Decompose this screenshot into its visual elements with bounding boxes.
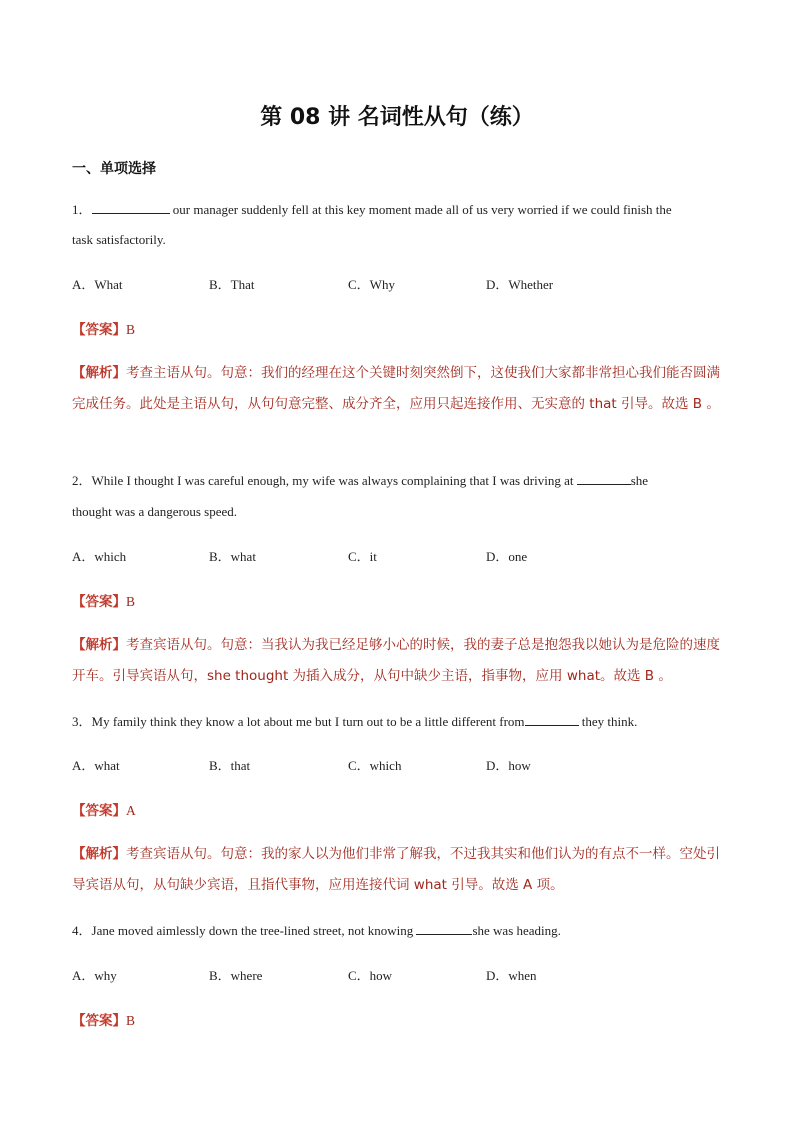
option-c: C．it — [348, 549, 377, 564]
question-1-continued: task satisfactorily. — [72, 232, 166, 247]
explanation — [72, 630, 722, 692]
option-d: D．how — [486, 758, 531, 773]
answer-line — [72, 799, 136, 819]
question-4 — [72, 920, 722, 941]
explanation-label: 【解析】 — [72, 846, 126, 862]
option-a: A．What — [72, 277, 123, 292]
question-number: 1． — [72, 202, 92, 217]
answer-blank — [92, 199, 170, 214]
explanation-text: 考查主语从句。句意：我们的经理在这个关键时刻突然倒下，这使我们大家都非常担心我们能否圆满完成任务。此处是主语从句，从句句意完整、成分齐全，应用只起连接作用、无实意的 that 引导。故选 B 。 — [72, 365, 720, 412]
question-number: 4． — [72, 923, 92, 938]
question-3 — [72, 711, 722, 732]
question-text-after-blank: she was heading. — [472, 923, 561, 938]
option-c: C．Why — [348, 277, 395, 292]
answer-label: 【答案】 — [72, 322, 126, 338]
explanation-label: 【解析】 — [72, 365, 126, 381]
option-a: A．what — [72, 758, 120, 773]
question-text: our manager suddenly fell at this key moment made all of us very worried if we could finish the — [172, 202, 672, 217]
option-d: D．one — [486, 549, 528, 564]
answer-line — [72, 318, 135, 338]
option-d: D．Whether — [486, 277, 554, 292]
explanation-text: 考查宾语从句。句意：当我认为我已经足够小心的时候，我的妻子总是抱怨我以她认为是危险的速度开车。引导宾语从句，she thought 为插入成分，从句中缺少主语，指事物，应用 what。故选 B 。 — [72, 637, 720, 684]
explanation-label: 【解析】 — [72, 637, 126, 653]
answer-value: B — [126, 594, 136, 609]
question-text-after-blank: they think. — [581, 714, 638, 729]
option-b: B．where — [209, 968, 263, 983]
question-2 — [72, 470, 722, 491]
option-a: A．which — [72, 549, 127, 564]
option-b: B．That — [209, 277, 255, 292]
option-b: B．that — [209, 758, 251, 773]
answer-label: 【答案】 — [72, 594, 126, 610]
answer-blank — [416, 920, 472, 935]
explanation — [72, 839, 722, 901]
answer-value: B — [126, 1013, 136, 1028]
answer-line — [72, 1009, 135, 1029]
question-text: While I thought I was careful enough, my wife was always complaining that I was driving at — [91, 473, 574, 488]
section-heading: 一、单项选择 — [72, 161, 156, 177]
explanation-text: 考查宾语从句。句意：我的家人以为他们非常了解我，不过我其实和他们认为的有点不一样。空处引导宾语从句，从句缺少宾语，且指代事物，应用连接代词 what 引导。故选 A 项。 — [72, 846, 720, 893]
question-text: My family think they know a lot about me but I turn out to be a little different from — [91, 714, 525, 729]
answer-blank — [525, 711, 579, 726]
answer-value: B — [126, 322, 136, 337]
answer-label: 【答案】 — [72, 803, 126, 819]
question-1 — [72, 199, 722, 220]
question-2-continued: thought was a dangerous speed. — [72, 504, 237, 519]
answer-label: 【答案】 — [72, 1013, 126, 1029]
option-c: C．which — [348, 758, 402, 773]
option-b: B．what — [209, 549, 256, 564]
answer-blank — [577, 470, 631, 485]
option-c: C．how — [348, 968, 393, 983]
answer-value: A — [126, 803, 136, 818]
option-d: D．when — [486, 968, 537, 983]
question-number: 3． — [72, 714, 92, 729]
page-title: 第 08 讲 名词性从句（练） — [260, 105, 534, 130]
question-text: Jane moved aimlessly down the tree-lined street, not knowing — [91, 923, 414, 938]
answer-line — [72, 590, 135, 610]
option-a: A．why — [72, 968, 117, 983]
question-number: 2． — [72, 473, 92, 488]
explanation — [72, 358, 722, 420]
question-text-after-blank: she — [630, 473, 649, 488]
